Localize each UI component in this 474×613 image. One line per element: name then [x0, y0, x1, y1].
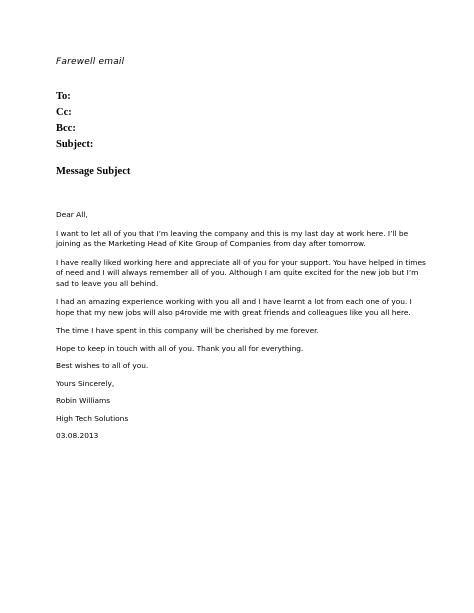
body-paragraph-2: I have really liked working here and appreciate all of you for your support. You have helped in times of need and I will always remember all of you. Although I am quite excited for the new job but I’m sad to leave you all behind.: [56, 257, 426, 288]
body-paragraph-6: Best wishes to all of you.: [56, 361, 149, 370]
message-subject: Message Subject: [56, 166, 131, 177]
body-paragraph-4: The time I have spent in this company will be cherished by me forever.: [56, 326, 319, 335]
closing: Yours Sincerely,: [56, 378, 115, 388]
cc-field-label: Cc:: [56, 107, 72, 118]
document-title: Farewell email: [56, 57, 125, 67]
email-body: [56, 210, 428, 450]
body-paragraph-3: I had an amazing experience working with you all and I have learnt a lot from each one of you. I hope that my new jobs will also p4rovide me with great friends and colleagues like you all here.: [56, 297, 412, 317]
body-paragraph-5: Hope to keep in touch with all of you. Thank you all for everything.: [56, 343, 304, 353]
greeting: Dear All,: [56, 210, 88, 219]
subject-field-label: Subject:: [56, 139, 94, 150]
to-field-label: To:: [56, 91, 71, 102]
bcc-field-label: Bcc:: [56, 123, 76, 134]
body-paragraph-1: I want to let all of you that I’m leaving the company and this is my last day at work here. I’ll be joining as the Marketing Head of Kite Group of Companies from day after tomorrow.: [56, 228, 409, 248]
signature-company: High Tech Solutions: [56, 413, 129, 423]
email-header-fields: [56, 89, 93, 153]
signature-name: Robin Williams: [56, 396, 111, 405]
letter-date: 03.08.2013: [56, 431, 99, 440]
